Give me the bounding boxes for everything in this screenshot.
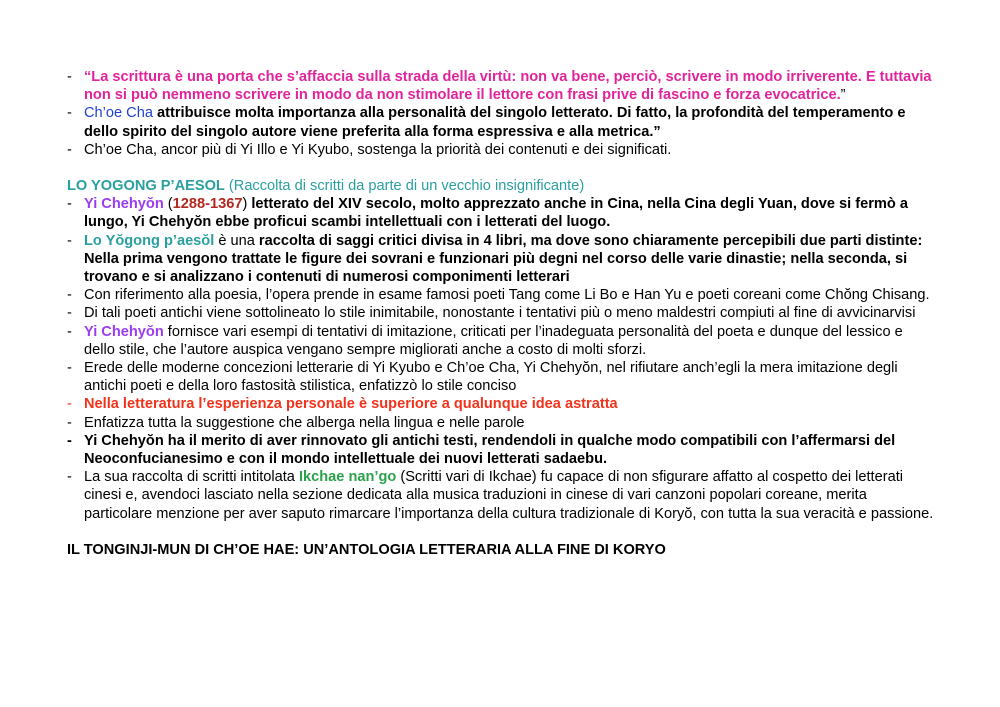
bullet-dash: - [67,287,72,304]
bullet-dash: - [67,360,72,377]
section-title: LO YOGONG P’AESOL [67,178,225,195]
list-item-heir [67,359,937,395]
list-item-text: fornisce vari esempi di tentativi di imitazione, criticati per l’inadeguata personalità del poeta e dunque del lessico e dello stile, che l’autore auspica vengano sempre migliorati anche a costo di molti sforzi. [84,323,903,358]
list-item-text: Enfatizza tutta la suggestione che alberga nella lingua e nelle parole [84,414,525,431]
list-item-connector: è una [214,232,259,249]
list-item-ancient-poets [67,304,937,322]
bullet-dash: - [67,414,72,431]
list-item-prefix: La sua raccolta di scritti intitolata [84,469,299,486]
list-item-text: Con riferimento alla poesia, l’opera prende in esame famosi poeti Tang come Li Bo e Han Yu e poeti coreani come Chŏng Chisang. [84,287,930,304]
quote-text: “La scrittura è una porta che s’affaccia sulla strada della virtù: non va bene, perciò, scrivere in modo irriverente. E tuttavia non si può nemmeno scrivere in modo da non stimolare il lettore con frasi prive di fascino e forza evocatrice. [84,69,932,104]
spacer [67,159,937,177]
document-page [67,68,937,559]
author-dates: 1288-1367 [172,196,243,213]
bullet-dash: - [67,69,72,85]
bullet-dash: - [67,196,72,213]
list-item-text: raccolta di saggi critici divisa in 4 libri, ma dove sono chiaramente percepibili due parti distinte: Nella prima vengono trattate le figure dei sovrani e funzionari più degni nel corso delle varie dinastie; nella seconda, si trovano e si analizzano i contenuti di numerosi componimenti letterari [84,232,923,286]
list-item-text: Nella letteratura l’esperienza personale è superiore a qualunque idea astratta [84,396,618,413]
author-name: Yi Chehyŏn [84,323,164,340]
author-name: Ch’oe Cha [84,105,153,122]
bullet-dash: - [67,232,72,249]
list-item-poetry [67,286,937,304]
list-item-text: letterato del XIV secolo, molto apprezzato anche in Cina, nella Cina degli Yuan, dove si fermò a lungo, Yi Chehyŏn ebbe proficui scambi intellettuali con i letterati del luogo. [84,196,908,231]
section-heading-yogong [67,177,937,195]
bullet-dash: - [67,141,72,158]
list-item-quote [67,68,937,104]
bullet-dash: - [67,323,72,340]
list-item-choe-cha [67,104,937,140]
list-item-text: Erede delle moderne concezioni letterarie di Yi Kyubo e Ch’oe Cha, Yi Chehyŏn, nel rifiutare anch’egli la mera imitazione degli antichi poeti e della loro fastosità stilistica, enfatizzò lo stile conciso [84,360,898,395]
section-title: IL TONGINJI-MUN DI CH’OE HAE: UN’ANTOLOGIA LETTERARIA ALLA FINE DI KORYO [67,541,666,558]
paren-close: ) [242,196,248,213]
list-item-suggestion [67,414,937,432]
list-item-text: Yi Chehyŏn ha il merito di aver rinnovato gli antichi testi, rendendoli in qualche modo compatibili con l’affermarsi del Neoconfucianesimo e con il mondo intellettuale dei nuovi letterati sadaebu. [84,432,896,468]
work-title: Ikchae nan’go [298,469,397,486]
list-item-yi-chehyon [67,195,937,231]
list-item-yogong [67,232,937,287]
list-item-merit [67,432,937,468]
list-item-priority [67,141,937,159]
bullet-dash: - [67,432,72,449]
quote-end: ” [840,87,846,104]
list-item-text: attribuisce molta importanza alla personalità del singolo letterato. Di fatto, la profondità del temperamento e dello spirito del singolo autore viene preferita alla forma espressiva e alla metrica.” [84,105,906,140]
author-name: Yi Chehyŏn [84,196,164,213]
paren-open: ( [163,196,173,213]
list-item-experience [67,395,937,413]
section-heading-tonginji [67,541,937,559]
list-item-text: Di tali poeti antichi viene sottolineato lo stile inimitabile, nonostante i tentativi più o meno maldestri compiuti al fine di avvicinarvisi [84,305,916,322]
list-item-imitation [67,323,937,359]
list-item-text: Ch’oe Cha, ancor più di Yi Illo e Yi Kyubo, sostenga la priorità dei contenuti e dei significati. [84,141,672,158]
section-subtitle: (Raccolta di scritti da parte di un vecchio insignificante) [224,178,585,195]
spacer [67,523,937,541]
bullet-dash: - [67,305,72,322]
bullet-dash: - [67,469,72,486]
list-item-ikchae [67,468,937,523]
work-title: Lo Yŏgong p’aesŏl [84,232,215,249]
bullet-dash: - [67,396,72,413]
bullet-dash: - [67,105,72,122]
list-item-text: (Scritti vari di Ikchae) fu capace di non sfigurare affatto al cospetto dei letterati cinesi e, avendoci lasciato nella sezione dedicata alla musica traduzioni in cinese di vari canzoni popolari coreane, merita particolare menzione per aver saputo rimarcare l’importanza della cultura tradizionale di Koryŏ, con tutta la sua veracità e passione. [84,469,934,522]
